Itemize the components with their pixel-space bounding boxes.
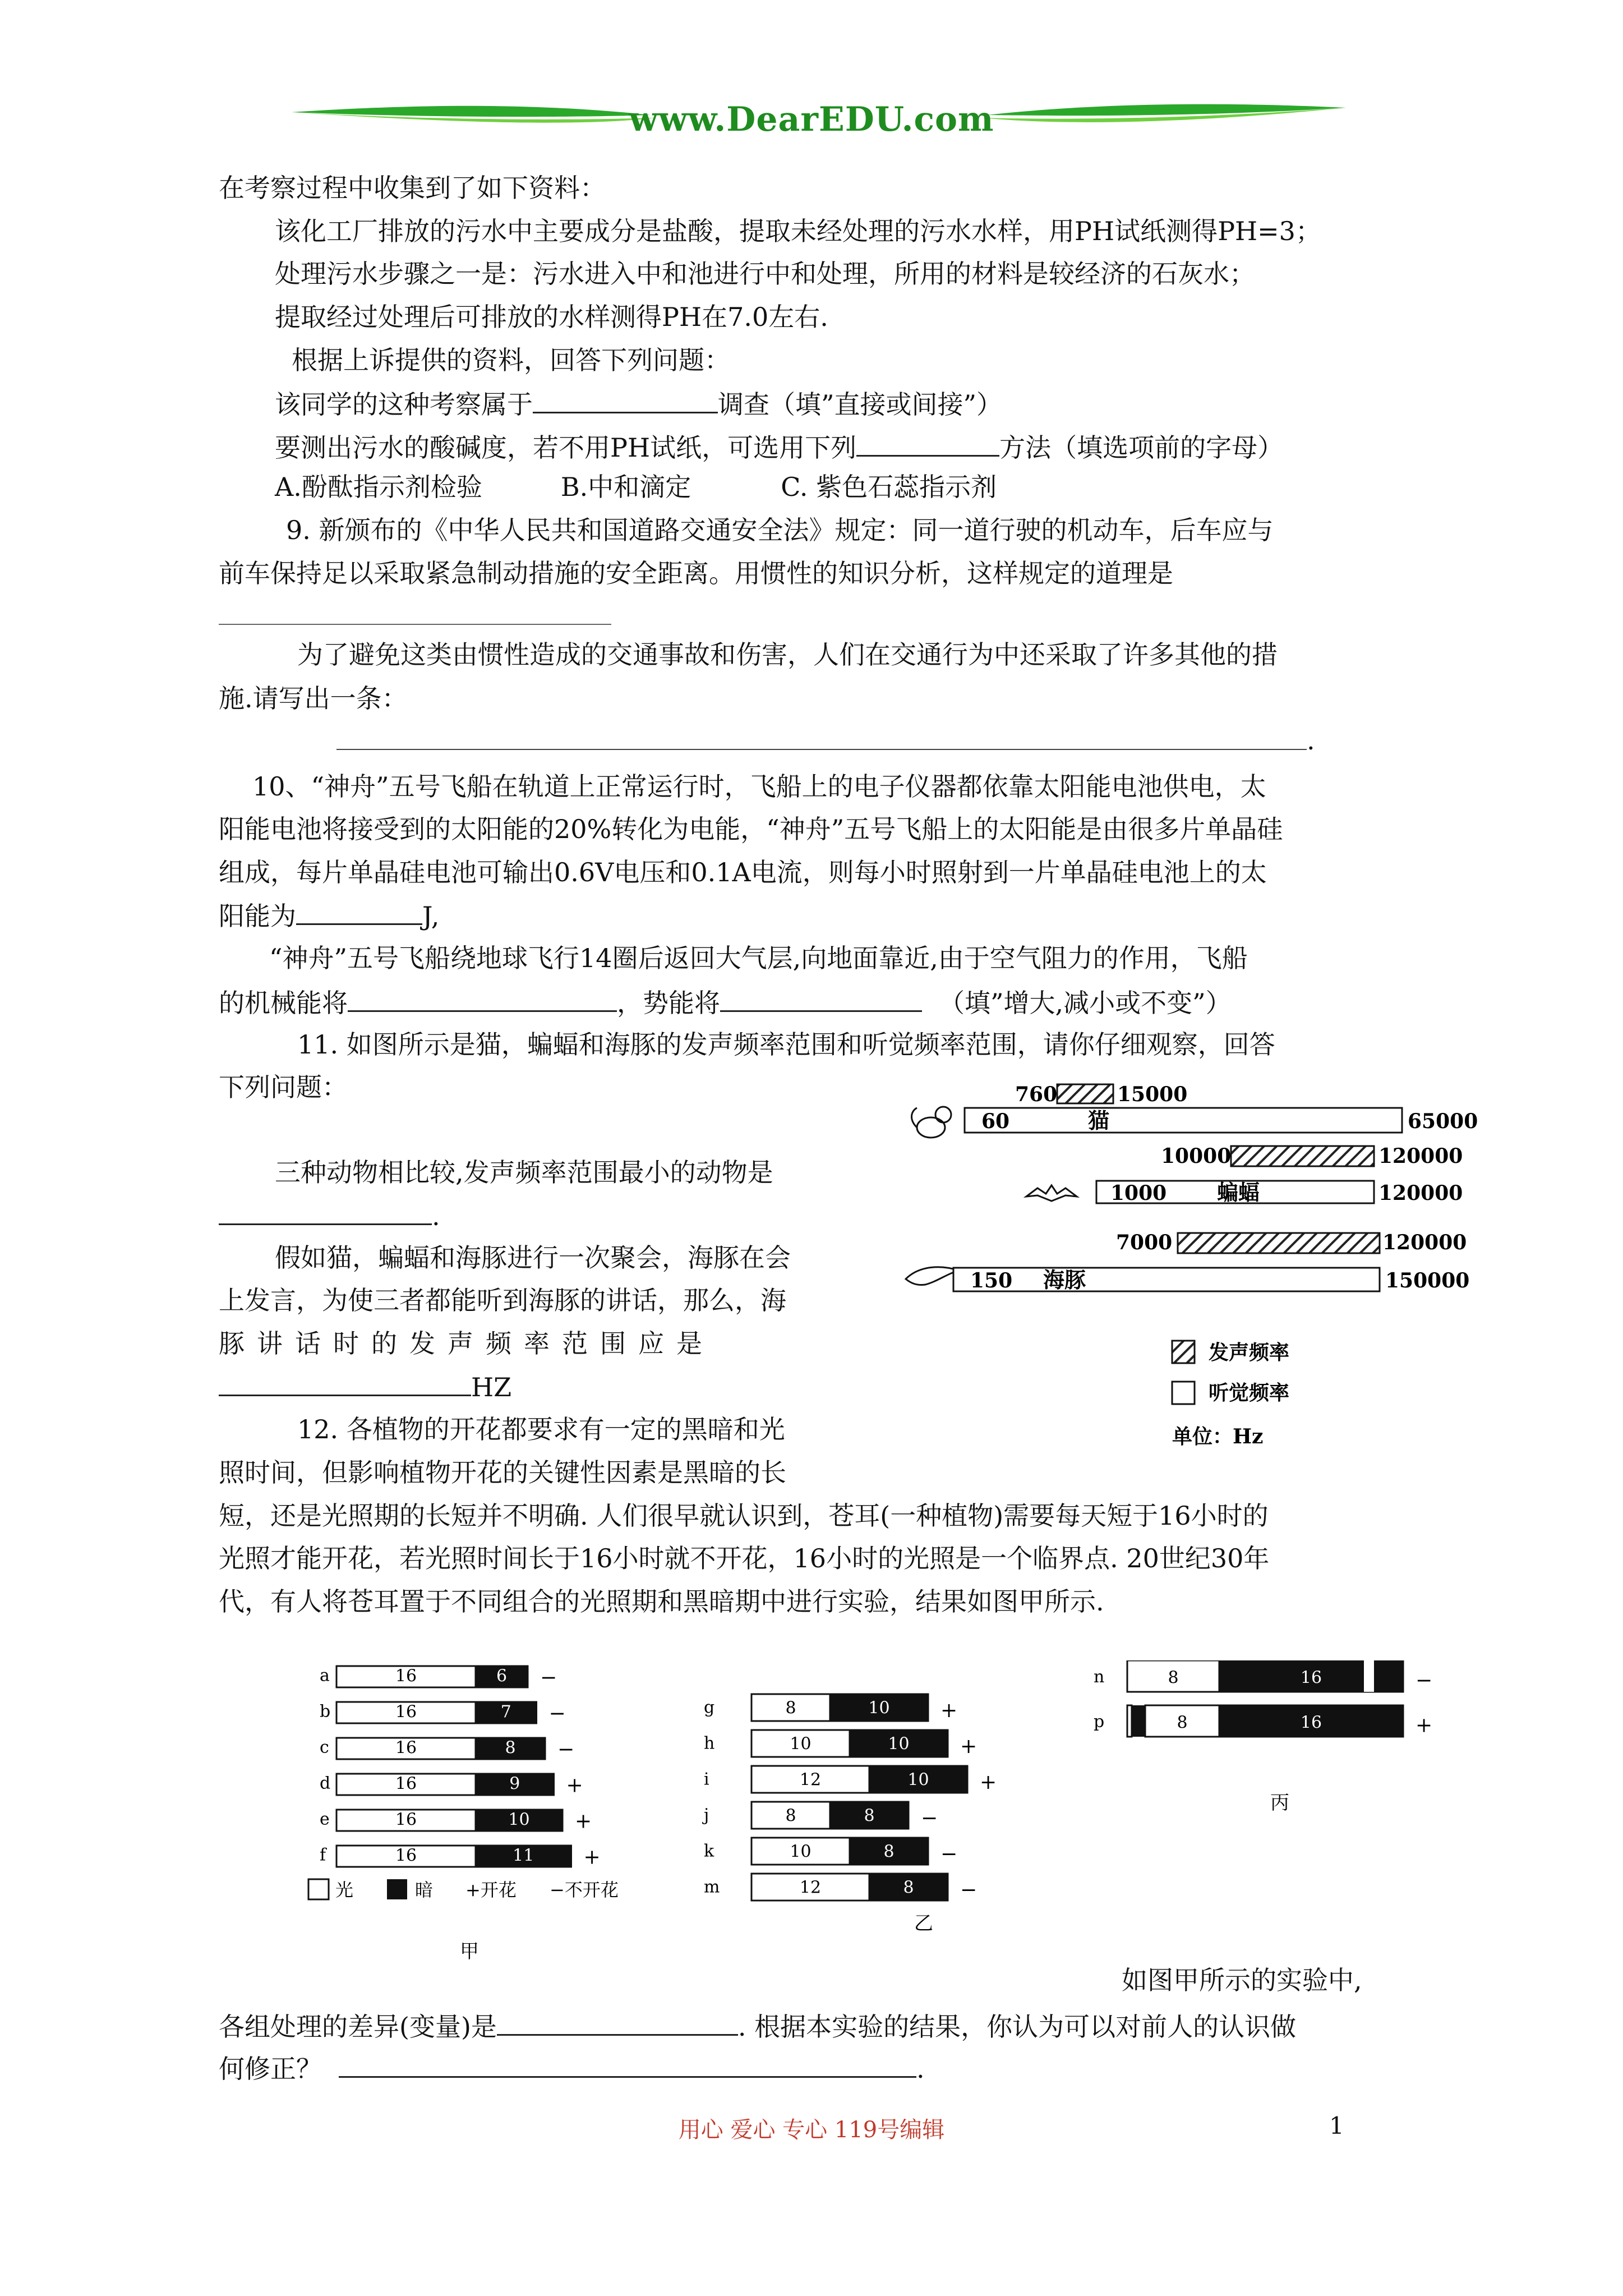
text-line: 阳能电池将接受到的太阳能的20%转化为电能，“神舟”五号飞船上的太阳能是由很多片单晶硅 <box>219 814 1283 844</box>
site-logo-text: www.DearEDU.com <box>629 100 994 139</box>
question-12: 12. 各植物的开花都要求有一定的黑暗和光 <box>297 1414 785 1444</box>
text-line: 照时间，但影响植物开花的关键性因素是黑暗的长 <box>219 1457 786 1488</box>
question-11: 11. 如图所示是猫，蝙蝠和海豚的发声频率范围和听觉频率范围，请你仔细观察，回答 <box>297 1029 1275 1060</box>
dark-value: 8 <box>864 1806 875 1826</box>
text-line: 前车保持足以采取紧急制动措施的安全距离。用惯性的知识分析，这样规定的道理是 <box>219 558 1173 588</box>
cat-emit-bar <box>1057 1084 1113 1103</box>
dark-value: 10 <box>907 1770 929 1790</box>
legend-nobloom-label: −不开花 <box>550 1879 619 1901</box>
dark-value: 9 <box>509 1774 520 1794</box>
light-bar <box>1127 1705 1132 1737</box>
dark-value: 10 <box>868 1698 890 1718</box>
answer-blank[interactable] <box>219 1198 432 1225</box>
text-line: “神舟”五号飞船绕地球飞行14圈后返回大气层,向地面靠近,由于空气阻力的作用，飞船 <box>269 943 1248 973</box>
light-value: 12 <box>799 1878 822 1898</box>
text-line: 为了避免这类由惯性造成的交通事故和伤害，人们在交通行为中还采取了许多其他的措 <box>297 639 1278 670</box>
text-line: 阳能为 J, <box>219 898 439 933</box>
cat-hear-bar <box>965 1108 1402 1133</box>
result-mark: + <box>583 1846 601 1869</box>
option-a: A.酚酞指示剂检验 <box>275 472 482 502</box>
text-line: HZ <box>219 1369 511 1404</box>
chart-title: 甲 <box>460 1940 479 1963</box>
dolphin-label: 海豚 <box>1043 1267 1086 1292</box>
text-line: 根据上诉提供的资料，回答下列问题： <box>292 345 730 375</box>
light-value: 10 <box>790 1734 811 1754</box>
legend-hear-label: 听觉频率 <box>1209 1381 1290 1405</box>
text-line: 上发言，为使三者都能听到海豚的讲话，那么，海 <box>219 1285 786 1315</box>
option-b: B.中和滴定 <box>560 472 691 502</box>
cat-hear-min: 60 <box>981 1110 1010 1133</box>
light-value: 8 <box>785 1806 796 1826</box>
cat-emit-max: 15000 <box>1117 1083 1188 1106</box>
dark-value: 8 <box>505 1738 516 1758</box>
light-value: 16 <box>395 1846 417 1866</box>
legend-light-swatch <box>308 1879 329 1899</box>
answer-blank[interactable] <box>497 2008 738 2036</box>
text-line: 组成，每片单晶硅电池可输出0.6V电压和0.1A电流，则每小时照射到一片单晶硅电池上的太 <box>219 857 1267 887</box>
text-line: 假如猫，蝙蝠和海豚进行一次聚会，海豚在会 <box>275 1243 791 1273</box>
options-line <box>275 470 997 504</box>
row-label: g <box>704 1697 715 1718</box>
answer-blank[interactable] <box>296 898 422 925</box>
text-line: 提取经过处理后可排放的水样测得PH在7.0左右. <box>275 302 828 332</box>
dolphin-hear-bar <box>953 1268 1380 1291</box>
footer-text: 用心 爱心 专心 119号编辑 <box>678 2117 945 2143</box>
result-mark: + <box>566 1774 583 1797</box>
cat-emit-min: 760 <box>1015 1083 1058 1106</box>
cat-icon <box>912 1107 951 1138</box>
row-label: p <box>1094 1712 1105 1732</box>
light-value: 12 <box>799 1770 822 1790</box>
bat-hear-max: 120000 <box>1378 1181 1463 1205</box>
row-label: a <box>320 1665 330 1686</box>
row-label: i <box>704 1769 709 1789</box>
chart-title: 乙 <box>914 1912 933 1935</box>
dolphin-hear-max: 150000 <box>1385 1269 1470 1292</box>
dark-value: 6 <box>496 1666 508 1686</box>
result-mark: − <box>940 1842 958 1866</box>
row-label: e <box>320 1809 330 1829</box>
text-line: 施.请写出一条： <box>219 683 408 714</box>
cat-hear-max: 65000 <box>1408 1110 1478 1133</box>
answer-blank[interactable] <box>348 984 617 1012</box>
row-label: c <box>320 1737 329 1757</box>
unit-label: 单位：Hz <box>1172 1425 1264 1448</box>
text-line: 代，有人将苍耳置于不同组合的光照期和黑暗期中进行实验，结果如图甲所示. <box>219 1586 1104 1617</box>
option-c: C. 紫色石蕊指示剂 <box>781 472 997 502</box>
text-line: 光照才能开花，若光照时间长于16小时就不开花，16小时的光照是一个临界点. 20世纪30年 <box>219 1543 1270 1573</box>
legend-hear-swatch <box>1172 1382 1195 1404</box>
result-mark: − <box>540 1666 557 1690</box>
answer-blank[interactable] <box>856 429 999 457</box>
dolphin-icon <box>906 1267 959 1285</box>
answer-blank[interactable] <box>219 624 611 625</box>
answer-blank[interactable] <box>336 749 1307 750</box>
row-label: h <box>704 1733 715 1754</box>
row-label: j <box>704 1805 709 1825</box>
result-mark: + <box>980 1770 997 1794</box>
text-line: 该化工厂排放的污水中主要成分是盐酸，提取未经处理的污水水样，用PH试纸测得PH=3； <box>275 216 1321 246</box>
text-line: . <box>1307 725 1315 756</box>
question-10: 10、“神舟”五号飞船在轨道上正常运行时，飞船上的电子仪器都依靠太阳能电池供电，太 <box>252 771 1266 802</box>
result-mark: + <box>960 1734 978 1758</box>
bat-icon <box>1026 1185 1077 1201</box>
dolphin-hear-min: 150 <box>970 1269 1013 1292</box>
result-mark: − <box>557 1738 575 1761</box>
dark-value: 10 <box>888 1734 910 1754</box>
light-value: 16 <box>395 1666 417 1686</box>
light-value: 8 <box>785 1698 796 1718</box>
photoperiod-charts <box>303 1660 1531 1969</box>
light-value: 8 <box>1168 1668 1179 1688</box>
bat-label: 蝙蝠 <box>1217 1180 1260 1205</box>
dark-value: 16 <box>1300 1713 1322 1733</box>
row-label: b <box>320 1701 331 1722</box>
row-label: m <box>704 1877 720 1897</box>
result-mark: − <box>921 1806 938 1830</box>
text-line: 何修正？ . <box>219 2050 925 2086</box>
legend-light-label: 光 <box>335 1879 354 1901</box>
bat-emit-max: 120000 <box>1378 1144 1463 1168</box>
page-number: 1 <box>1329 2112 1344 2139</box>
legend-dark-swatch <box>387 1879 407 1899</box>
legend-emit-swatch <box>1172 1341 1195 1363</box>
dolphin-emit-min: 7000 <box>1116 1231 1173 1254</box>
dark-value: 10 <box>508 1810 530 1830</box>
text-line: 该同学的这种考察属于 调查（填”直接或间接”） <box>275 386 1002 421</box>
dark-value: 16 <box>1300 1668 1322 1688</box>
result-mark: + <box>940 1699 958 1722</box>
legend-bloom-label: +开花 <box>465 1879 517 1901</box>
text-line: 下列问题： <box>219 1072 348 1102</box>
dark-value: 8 <box>903 1878 914 1898</box>
text-line: 的机械能将 ，势能将 （填”增大,减小或不变”） <box>219 984 1232 1020</box>
answer-blank[interactable] <box>533 386 718 413</box>
dark-value: 7 <box>500 1702 511 1722</box>
result-mark: − <box>960 1878 978 1902</box>
row-label: f <box>320 1845 326 1865</box>
light-value: 8 <box>1177 1713 1188 1733</box>
result-mark: + <box>1415 1714 1433 1737</box>
text-line: 三种动物相比较,发声频率范围最小的动物是 <box>275 1157 773 1188</box>
question-9: 9. 新颁布的《中华人民共和国道路交通安全法》规定：同一道行驶的机动车，后车应与 <box>286 515 1274 545</box>
answer-blank[interactable] <box>219 1369 471 1396</box>
light-value: 16 <box>395 1738 417 1758</box>
light-value: 10 <box>790 1842 811 1862</box>
text-line: 豚讲话时的发声频率范围应是 <box>219 1328 714 1359</box>
dark-bar <box>1132 1705 1145 1737</box>
legend-emit-label: 发声频率 <box>1209 1341 1290 1364</box>
animal-frequency-chart <box>903 1074 1481 1456</box>
light-value: 16 <box>395 1702 417 1722</box>
text-line: 在考察过程中收集到了如下资料： <box>219 173 606 203</box>
text-line: 短，还是光照期的长短并不明确. 人们很早就认识到，苍耳(一种植物)需要每天短于16小时的 <box>219 1501 1269 1531</box>
bat-emit-min: 10000 <box>1161 1144 1232 1168</box>
result-mark: − <box>1415 1669 1433 1692</box>
light-value: 16 <box>395 1810 417 1830</box>
row-label: n <box>1094 1667 1105 1687</box>
dolphin-emit-max: 120000 <box>1382 1231 1467 1254</box>
text-line: 要测出污水的酸碱度，若不用PH试纸，可选用下列 方法（填选项前的字母） <box>275 429 1283 464</box>
result-mark: + <box>575 1810 592 1833</box>
light-break <box>1364 1660 1374 1692</box>
light-value: 16 <box>395 1774 417 1794</box>
text-line: 如图甲所示的实验中, <box>1122 1965 1362 1995</box>
result-mark: − <box>548 1702 566 1726</box>
row-label: k <box>704 1841 714 1861</box>
text-line: . <box>219 1198 440 1233</box>
bat-hear-min: 1000 <box>1110 1181 1167 1205</box>
dolphin-emit-bar <box>1178 1233 1380 1253</box>
text-line: 各组处理的差异(变量)是 . 根据本实验的结果，你认为可以对前人的认识做 <box>219 2008 1296 2044</box>
answer-blank[interactable] <box>720 984 922 1012</box>
text-line: 处理污水步骤之一是：污水进入中和池进行中和处理，所用的材料是较经济的石灰水； <box>275 259 1255 289</box>
chart-title: 丙 <box>1270 1792 1289 1814</box>
answer-blank[interactable] <box>339 2050 916 2078</box>
row-label: d <box>320 1773 331 1793</box>
dark-value: 8 <box>883 1842 895 1862</box>
dark-value: 11 <box>513 1846 534 1866</box>
legend-dark-label: 暗 <box>415 1879 434 1901</box>
bat-emit-bar <box>1231 1146 1374 1166</box>
cat-label: 猫 <box>1088 1108 1110 1133</box>
